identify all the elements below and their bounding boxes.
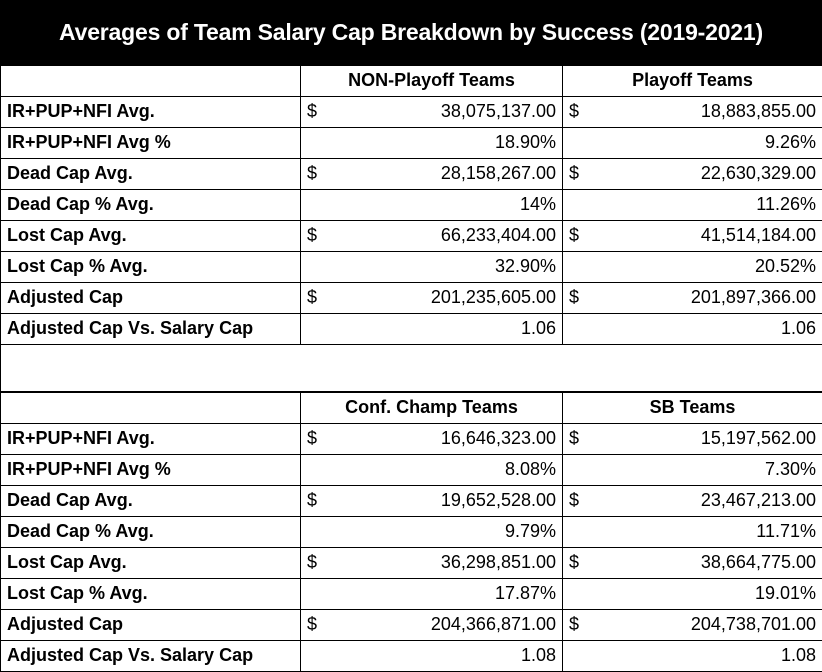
col2-value: 18,883,855.00 bbox=[603, 96, 822, 127]
section-spacer bbox=[1, 344, 822, 392]
col1-value: 204,366,871.00 bbox=[341, 609, 563, 640]
col2-value: 204,738,701.00 bbox=[603, 609, 822, 640]
currency-symbol: $ bbox=[301, 158, 341, 189]
table-row bbox=[1, 282, 822, 313]
col1-value: 201,235,605.00 bbox=[341, 282, 563, 313]
col2-header: Playoff Teams bbox=[563, 65, 822, 96]
table-row bbox=[1, 251, 822, 282]
col1-value: 14% bbox=[301, 189, 563, 220]
row-label: Lost Cap % Avg. bbox=[1, 251, 301, 282]
col1-value: 36,298,851.00 bbox=[341, 547, 563, 578]
currency-symbol: $ bbox=[301, 423, 341, 454]
col1-header: NON-Playoff Teams bbox=[301, 65, 563, 96]
col2-value: 22,630,329.00 bbox=[603, 158, 822, 189]
header-blank-cell bbox=[1, 392, 301, 423]
row-label: IR+PUP+NFI Avg % bbox=[1, 454, 301, 485]
col1-value: 1.08 bbox=[301, 640, 563, 671]
currency-symbol: $ bbox=[563, 423, 603, 454]
col1-value: 8.08% bbox=[301, 454, 563, 485]
col1-value: 38,075,137.00 bbox=[341, 96, 563, 127]
row-label: Lost Cap % Avg. bbox=[1, 578, 301, 609]
currency-symbol: $ bbox=[301, 547, 341, 578]
col2-value: 1.06 bbox=[563, 313, 822, 344]
row-label: Adjusted Cap bbox=[1, 609, 301, 640]
col2-value: 11.26% bbox=[563, 189, 822, 220]
col2-value: 23,467,213.00 bbox=[603, 485, 822, 516]
table-row bbox=[1, 640, 822, 671]
col2-value: 38,664,775.00 bbox=[603, 547, 822, 578]
col1-value: 16,646,323.00 bbox=[341, 423, 563, 454]
currency-symbol: $ bbox=[301, 485, 341, 516]
row-label: Adjusted Cap bbox=[1, 282, 301, 313]
table-row bbox=[1, 578, 822, 609]
row-label: Lost Cap Avg. bbox=[1, 220, 301, 251]
row-label: Dead Cap Avg. bbox=[1, 485, 301, 516]
row-label: Dead Cap % Avg. bbox=[1, 189, 301, 220]
col2-value: 11.71% bbox=[563, 516, 822, 547]
col1-value: 18.90% bbox=[301, 127, 563, 158]
currency-symbol: $ bbox=[563, 547, 603, 578]
table-row bbox=[1, 516, 822, 547]
table-row bbox=[1, 547, 822, 578]
currency-symbol: $ bbox=[563, 609, 603, 640]
currency-symbol: $ bbox=[563, 282, 603, 313]
table-row bbox=[1, 158, 822, 189]
salary-cap-table bbox=[0, 64, 822, 672]
col1-value: 9.79% bbox=[301, 516, 563, 547]
row-label: Dead Cap Avg. bbox=[1, 158, 301, 189]
row-label: Lost Cap Avg. bbox=[1, 547, 301, 578]
row-label: Dead Cap % Avg. bbox=[1, 516, 301, 547]
header-blank-cell bbox=[1, 65, 301, 96]
currency-symbol: $ bbox=[301, 220, 341, 251]
col1-value: 32.90% bbox=[301, 251, 563, 282]
col2-value: 15,197,562.00 bbox=[603, 423, 822, 454]
sheet-title: Averages of Team Salary Cap Breakdown by Success (2019-2021) bbox=[0, 0, 822, 64]
currency-symbol: $ bbox=[301, 96, 341, 127]
currency-symbol: $ bbox=[563, 158, 603, 189]
row-label: IR+PUP+NFI Avg. bbox=[1, 96, 301, 127]
col2-value: 19.01% bbox=[563, 578, 822, 609]
currency-symbol: $ bbox=[301, 609, 341, 640]
table-row bbox=[1, 220, 822, 251]
table-row bbox=[1, 454, 822, 485]
section-header-row bbox=[1, 65, 822, 96]
row-label: Adjusted Cap Vs. Salary Cap bbox=[1, 313, 301, 344]
row-label: IR+PUP+NFI Avg. bbox=[1, 423, 301, 454]
col1-value: 28,158,267.00 bbox=[341, 158, 563, 189]
table-row bbox=[1, 96, 822, 127]
table-row bbox=[1, 189, 822, 220]
section-header-row bbox=[1, 392, 822, 423]
col1-value: 66,233,404.00 bbox=[341, 220, 563, 251]
col2-value: 1.08 bbox=[563, 640, 822, 671]
table-row bbox=[1, 423, 822, 454]
currency-symbol: $ bbox=[563, 96, 603, 127]
table-row bbox=[1, 609, 822, 640]
col2-header: SB Teams bbox=[563, 392, 822, 423]
col2-value: 201,897,366.00 bbox=[603, 282, 822, 313]
col1-header: Conf. Champ Teams bbox=[301, 392, 563, 423]
col2-value: 9.26% bbox=[563, 127, 822, 158]
col1-value: 1.06 bbox=[301, 313, 563, 344]
table-row bbox=[1, 485, 822, 516]
col1-value: 19,652,528.00 bbox=[341, 485, 563, 516]
table-row bbox=[1, 313, 822, 344]
col2-value: 7.30% bbox=[563, 454, 822, 485]
currency-symbol: $ bbox=[301, 282, 341, 313]
col1-value: 17.87% bbox=[301, 578, 563, 609]
col2-value: 41,514,184.00 bbox=[603, 220, 822, 251]
currency-symbol: $ bbox=[563, 485, 603, 516]
row-label: IR+PUP+NFI Avg % bbox=[1, 127, 301, 158]
table-row bbox=[1, 127, 822, 158]
col2-value: 20.52% bbox=[563, 251, 822, 282]
row-label: Adjusted Cap Vs. Salary Cap bbox=[1, 640, 301, 671]
currency-symbol: $ bbox=[563, 220, 603, 251]
